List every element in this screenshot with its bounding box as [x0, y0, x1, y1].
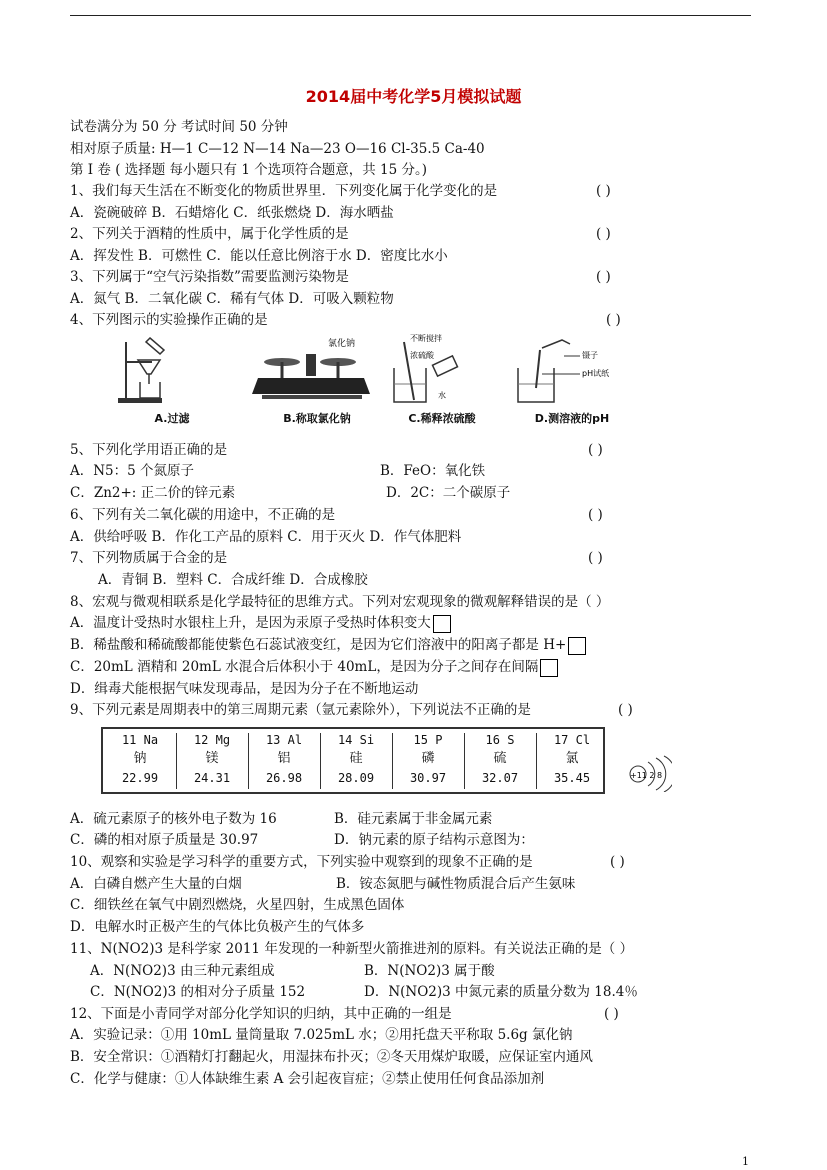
ph-paper-icon	[512, 334, 632, 406]
fig-caption-a: A.过滤	[154, 412, 190, 425]
q8-option-c-text: C．20mL 酒精和 20mL 水混合后体积小于 40mL，是因为分子之间存在间隔	[70, 659, 539, 675]
q6-options: A．供给呼吸 B．作化工产品的原料 C．用于灭火 D．作气体肥料	[70, 529, 462, 545]
q11-stem: 11、N(NO2)3 是科学家 2011 年发现的一种新型火箭推进剂的原料。有关说法正确的是（ ）	[70, 941, 634, 957]
element-cell-p	[393, 731, 463, 791]
q11-option-c: C．N(NO2)3 的相对分子质量 152	[90, 984, 306, 1000]
element-cell-mg	[177, 731, 247, 791]
element-symbol: 12 Mg	[193, 733, 231, 747]
atom-label: +11 2 8	[630, 771, 663, 780]
q12-option-c: C．化学与健康：①人体缺维生素 A 会引起夜盲症；②禁止使用任何食品添加剂	[70, 1071, 545, 1087]
q12-option-b: B．安全常识：①酒精灯打翻起火，用湿抹布扑灭；②冬天用煤炉取暖，应保证室内通风	[70, 1049, 593, 1065]
q1-answer-blank: ( )	[596, 183, 611, 199]
q9-option-d: D．钠元素的原子结构示意图为：	[334, 832, 534, 848]
element-name: 镁	[205, 751, 219, 766]
element-mass: 28.09	[337, 771, 375, 785]
q9-stem: 9、下列元素是周期表中的第三周期元素（氩元素除外），下列说法不正确的是	[70, 702, 531, 718]
element-symbol: 11 Na	[121, 733, 159, 747]
q9-option-a: A．硫元素原子的核外电子数为 16	[70, 811, 277, 827]
beaker-icon	[382, 334, 502, 406]
element-cell-si	[321, 731, 391, 791]
element-symbol: 17 Cl	[553, 733, 591, 747]
element-name: 磷	[421, 751, 435, 766]
fig-caption-d: D.测溶液的pH	[534, 412, 610, 425]
q11-option-a: A．N(NO2)3 由三种元素组成	[90, 963, 275, 979]
element-symbol: 16 S	[485, 733, 515, 747]
figure-dilution	[382, 334, 502, 426]
q12-stem: 12、下面是小青同学对部分化学知识的归纳，其中正确的一组是	[70, 1006, 452, 1022]
q5-option-b: B．FeO：氧化铁	[380, 463, 486, 479]
q12-option-a: A．实验记录：①用 10mL 量筒量取 7.025mL 水；②用托盘天平称取 5.6g 氯化钠	[70, 1027, 573, 1043]
q10-option-a: A．白磷自燃产生大量的白烟	[70, 876, 242, 892]
q4-figures	[112, 334, 662, 426]
element-cell-na	[105, 731, 175, 791]
answer-box	[433, 615, 451, 633]
atom-structure-icon	[628, 752, 672, 792]
element-mass: 22.99	[121, 771, 159, 785]
label-water: 水	[438, 391, 446, 400]
q3-options: A．氮气 B．二氧化碳 C．稀有气体 D．可吸入颗粒物	[70, 291, 394, 307]
q10-answer-blank: ( )	[610, 854, 625, 870]
q8-option-a-text: A．温度计受热时水银柱上升，是因为汞原子受热时体积变大	[70, 615, 431, 631]
q3-stem: 3、下列属于“空气污染指数”需要监测污染物是	[70, 269, 349, 285]
fig-caption-b: B.称取氯化钠	[283, 412, 351, 425]
q3-answer-blank: ( )	[596, 269, 611, 285]
q5-option-a: A．N5：5 个氮原子	[70, 463, 195, 479]
q6-answer-blank: ( )	[588, 507, 603, 523]
q5-stem: 5、下列化学用语正确的是	[70, 442, 228, 458]
figure-filtration	[112, 334, 232, 426]
label-stir: 不断搅拌	[410, 334, 442, 343]
q8-stem: 8、宏观与微观相联系是化学最特征的思维方式。下列对宏观现象的微观解释错误的是（ ）	[70, 594, 610, 610]
q1-options: A．瓷碗破碎 B．石蜡熔化 C．纸张燃烧 D．海水晒盐	[70, 205, 394, 221]
q5-answer-blank: ( )	[588, 442, 603, 458]
q2-stem: 2、下列关于酒精的性质中，属于化学性质的是	[70, 226, 349, 242]
element-name: 硅	[349, 751, 363, 766]
q7-options: A．青铜 B．塑料 C．合成纤维 D．合成橡胶	[98, 572, 368, 588]
element-symbol: 14 Si	[337, 733, 375, 747]
answer-box	[568, 637, 586, 655]
q2-answer-blank: ( )	[596, 226, 611, 242]
q1-stem: 1、我们每天生活在不断变化的物质世界里．下列变化属于化学变化的是	[70, 183, 498, 199]
q9-answer-blank: ( )	[618, 702, 633, 718]
element-mass: 26.98	[265, 771, 303, 785]
element-name: 硫	[493, 751, 507, 766]
q9-option-c: C．磷的相对原子质量是 30.97	[70, 832, 259, 848]
figure-ph-test	[512, 334, 632, 426]
answer-box	[540, 659, 558, 677]
q5-option-d: D．2C：二个碳原子	[386, 485, 511, 501]
header-rule	[70, 15, 751, 16]
funnel-stand-icon	[112, 334, 232, 406]
q8-option-c	[70, 658, 558, 677]
q10-option-c: C．细铁丝在氧气中剧烈燃烧，火星四射，生成黑色固体	[70, 897, 405, 913]
q12-answer-blank: ( )	[604, 1006, 619, 1022]
figure-balance	[252, 334, 382, 426]
q2-options: A．挥发性 B．可燃性 C．能以任意比例溶于水 D．密度比水小	[70, 248, 448, 264]
q4-answer-blank: ( )	[606, 312, 621, 328]
q6-stem: 6、下列有关二氧化碳的用途中，不正确的是	[70, 507, 336, 523]
label-tweezers: 镊子	[582, 351, 598, 360]
element-name: 铝	[277, 751, 291, 766]
label-nacl: 氯化钠	[328, 339, 356, 349]
atomic-masses: 相对原子质量: H—1 C—12 N—14 Na—23 O—16 Cl-35.5 Ca-40	[70, 141, 485, 157]
element-cell-cl	[537, 731, 607, 791]
q8-option-b-text: B．稀盐酸和稀硫酸都能使紫色石蕊试液变红，是因为它们溶液中的阳离子都是 H+	[70, 637, 567, 653]
fig-caption-c: C.稀释浓硫酸	[408, 412, 476, 425]
q8-option-b	[70, 636, 586, 655]
element-mass: 35.45	[553, 771, 591, 785]
section-heading: 第 I 卷 ( 选择题 每小题只有 1 个选项符合题意，共 15 分。)	[70, 162, 428, 178]
q10-option-b: B．铵态氮肥与碱性物质混合后产生氨味	[336, 876, 576, 892]
q10-option-d: D．电解水时正极产生的气体比负极产生的气体多	[70, 919, 365, 935]
element-cell-s	[465, 731, 535, 791]
q8-option-a	[70, 614, 451, 633]
label-ph-paper: pH试纸	[582, 369, 610, 378]
element-symbol: 15 P	[413, 733, 443, 747]
element-name: 氯	[565, 751, 579, 766]
element-mass: 24.31	[193, 771, 231, 785]
q11-option-b: B．N(NO2)3 属于酸	[364, 963, 495, 979]
q8-option-d: D．缉毒犬能根据气味发现毒品，是因为分子在不断地运动	[70, 681, 419, 697]
q5-option-c: C．Zn2+: 正二价的锌元素	[70, 485, 236, 501]
element-symbol: 13 Al	[265, 733, 303, 747]
exam-info: 试卷满分为 50 分 考试时间 50 分钟	[70, 119, 288, 135]
q11-option-d: D．N(NO2)3 中氮元素的质量分数为 18.4％	[364, 984, 638, 1000]
q4-stem: 4、下列图示的实验操作正确的是	[70, 312, 268, 328]
element-name: 钠	[133, 751, 147, 766]
label-acid: 浓硫酸	[410, 351, 434, 360]
q7-answer-blank: ( )	[588, 550, 603, 566]
q10-stem: 10、观察和实验是学习科学的重要方式，下列实验中观察到的现象不正确的是	[70, 854, 533, 870]
periodic-table-row	[101, 727, 605, 794]
page-number: 1	[742, 1155, 749, 1168]
balance-icon	[252, 334, 382, 406]
element-mass: 30.97	[409, 771, 447, 785]
sodium-atom-diagram	[628, 752, 672, 792]
q7-stem: 7、下列物质属于合金的是	[70, 550, 228, 566]
element-cell-al	[249, 731, 319, 791]
element-mass: 32.07	[481, 771, 519, 785]
q9-option-b: B．硅元素属于非金属元素	[334, 811, 493, 827]
page-title: 2014届中考化学5月模拟试题	[305, 87, 522, 106]
